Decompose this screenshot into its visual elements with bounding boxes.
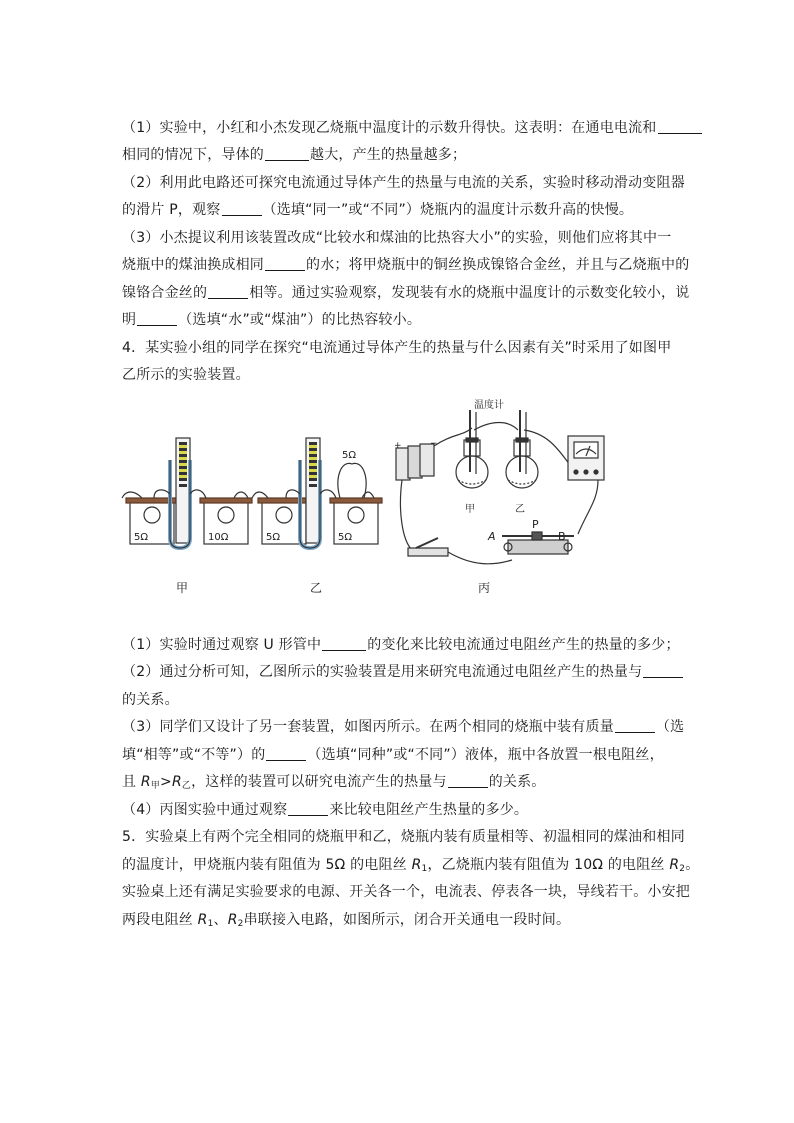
q3-line-1: （1）实验中，小红和小杰发现乙烧瓶中温度计的示数升得快。这表明：在通电电流和 (122, 118, 682, 138)
terminal-b-label: B (558, 530, 566, 543)
q4-intro-line-1: 4．某实验小组的同学在探究“电流通过导体产生的热量与什么因素有关”时采用了如图甲 (122, 340, 672, 356)
answer-blank[interactable] (643, 663, 683, 678)
q3-line-2: 相同的情况下，导体的 越大，产生的热量越多； (122, 147, 467, 163)
q3-line-3: （2）利用此电路还可探究电流通过导体产生的热量与电流的关系，实验时移动滑动变阻器 (122, 175, 685, 191)
apparatus-jia (122, 438, 252, 548)
answer-blank[interactable] (266, 746, 306, 761)
q5-line-4: 两段电阻丝 $R_1$、$R_2$串联接入电路，如图所示，闭合开关通电一段时间。 (122, 912, 571, 929)
answer-blank[interactable] (658, 119, 702, 134)
answer-blank[interactable] (137, 311, 177, 326)
experiment-figure (112, 390, 672, 600)
q3-line-4: 的滑片 P，观察 （选填“同一”或“不同”）烧瓶内的温度计示数升高的快慢。 (122, 202, 634, 218)
q4-sub-3c: 且 $R_甲>R_乙$，这样的装置可以研究电流产生的热量与 的关系。 (122, 774, 546, 791)
flask-jia-label: 甲 (465, 504, 475, 515)
q5-line-1: 5．实验桌上有两个完全相同的烧瓶甲和乙，烧瓶内装有质量相等、初温相同的煤油和相同 (122, 829, 685, 845)
resistor-5-right-label: 5Ω (338, 532, 353, 543)
q4-sub-1: （1）实验时通过观察 U 形管中 的变化来比较电流通过电阻丝产生的热量的多少； (122, 637, 680, 653)
answer-blank[interactable] (448, 773, 488, 788)
resistor-5-left-label: 5Ω (266, 532, 281, 543)
q4-sub-4: （4）丙图实验中通过观察 来比较电阻丝产生热量的多少。 (122, 802, 529, 818)
q4-sub-3: （3）同学们又设计了另一套装置，如图丙所示。在两个相同的烧瓶中装有质量 （选 (122, 719, 685, 735)
q4-sub-2b: 的关系。 (122, 692, 179, 708)
caption-yi: 乙 (310, 581, 323, 595)
svg-text:−: − (430, 439, 438, 449)
answer-blank[interactable] (208, 284, 248, 299)
answer-blank[interactable] (615, 718, 655, 733)
resistor-5-label: 5Ω (134, 532, 149, 543)
terminal-a-label: A (488, 530, 496, 543)
caption-jia: 甲 (176, 581, 189, 595)
answer-blank[interactable] (322, 636, 366, 651)
answer-blank[interactable] (265, 146, 309, 161)
thermometer-label: 温度计 (474, 400, 504, 411)
answer-blank[interactable] (222, 201, 262, 216)
svg-text:+: + (394, 441, 402, 451)
answer-blank[interactable] (288, 801, 328, 816)
apparatus-bing (394, 398, 604, 564)
q3-line-6: 烧瓶中的煤油换成相同 的水；将甲烧瓶中的铜丝换成镍铬合金丝，并且与乙烧瓶中的 (122, 257, 690, 273)
apparatus-diagram (112, 390, 672, 600)
flask-yi-label: 乙 (515, 504, 525, 515)
q3-line-5: （3）小杰提议利用该装置改成“比较水和煤油的比热容大小”的实验，则他们应将其中一 (122, 230, 672, 246)
slider-p-label: P (532, 518, 539, 531)
q4-sub-2: （2）通过分析可知，乙图所示的实验装置是用来研究电流通过电阻丝产生的热量与 (122, 662, 682, 682)
answer-blank[interactable] (265, 256, 305, 271)
apparatus-yi (252, 438, 382, 548)
q3-line-7: 镍铬合金丝的 相等。通过实验观察，发现装有水的烧瓶中温度计的示数变化较小，说 (122, 285, 690, 301)
resistor-10-label: 10Ω (208, 532, 229, 543)
q4-sub-3b: 填“相等”或“不等”）的 （选填“同种”或“不同”）液体，瓶中各放置一根电阻丝， (122, 747, 664, 763)
caption-bing: 丙 (478, 581, 491, 595)
q4-intro-line-2: 乙所示的实验装置。 (122, 367, 250, 383)
q3-line-8: 明 （选填“水”或“煤油”）的比热容较小。 (122, 312, 422, 328)
resistor-5-top-label: 5Ω (342, 450, 357, 461)
q5-line-2: 的温度计，甲烧瓶内装有阻值为 5Ω 的电阻丝 $R_1$，乙烧瓶内装有阻值为 10Ω 的电阻丝 $R_2$。 (122, 857, 700, 874)
q5-line-3: 实验桌上还有满足实验要求的电源、开关各一个，电流表、停表各一块，导线若干。小安把 (122, 884, 690, 900)
